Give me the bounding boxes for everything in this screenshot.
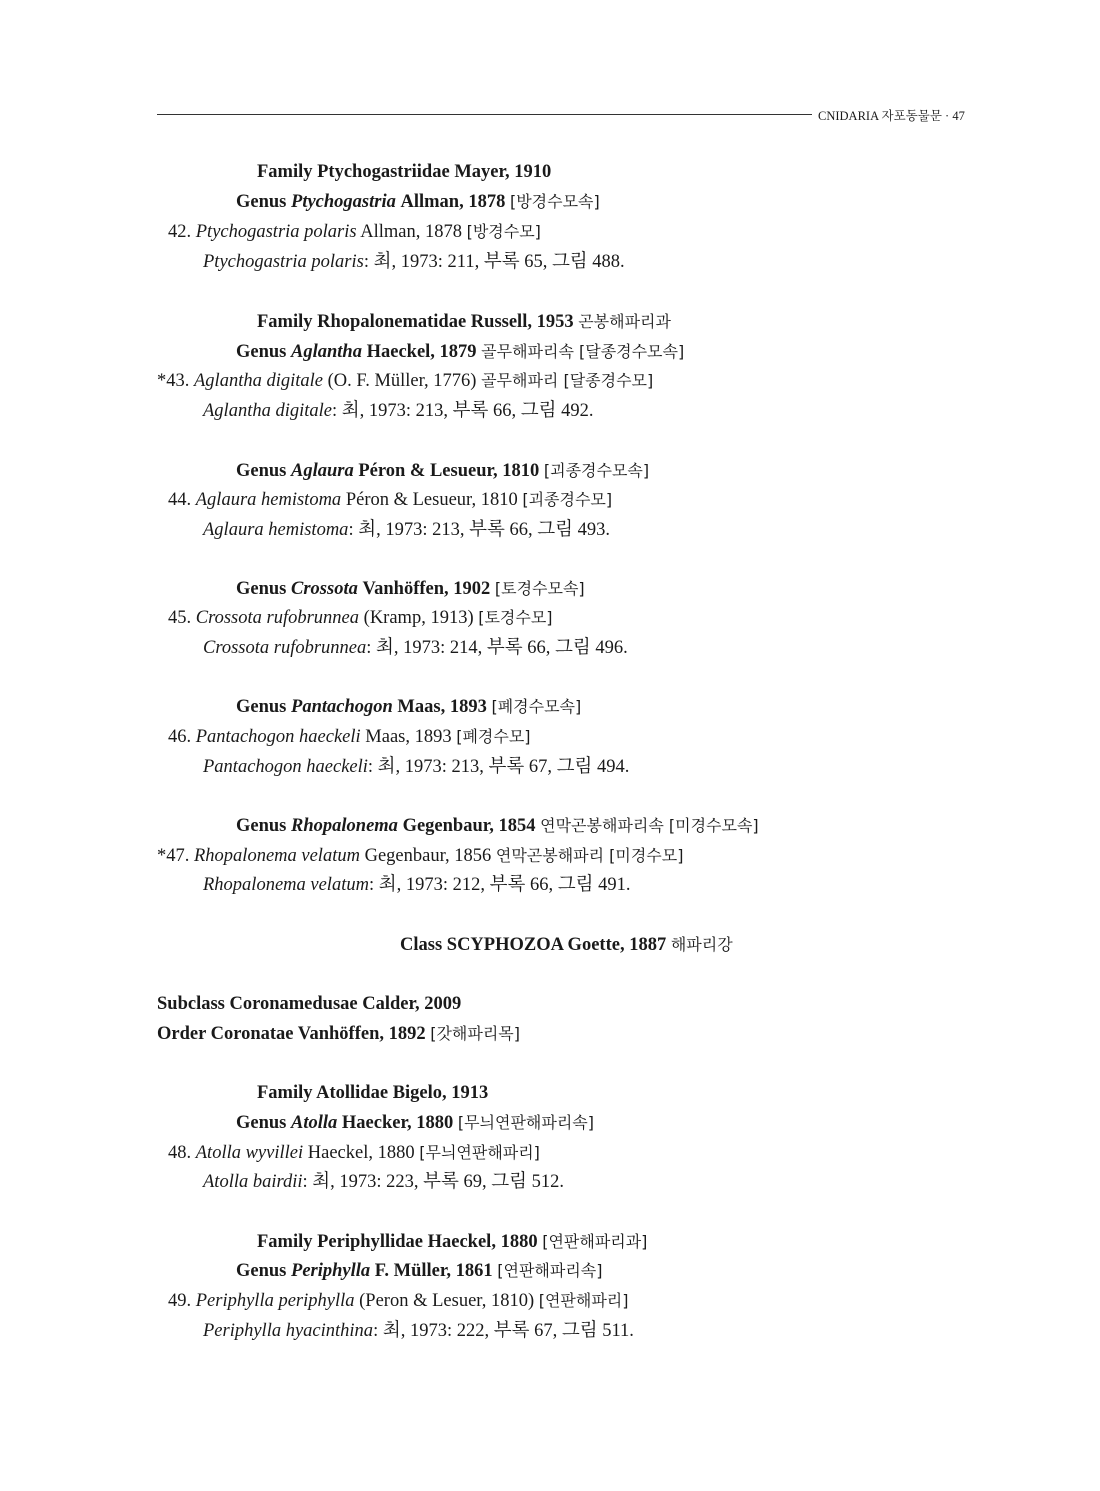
class-heading: Class SCYPHOZOA Goette, 1887 해파리강	[400, 935, 733, 955]
species-entry: 45. Crossota rufobrunnea (Kramp, 1913) [토경수모]	[168, 608, 553, 628]
species-entry: 48. Atolla wyvillei Haeckel, 1880 [무늬연판해파리]	[168, 1143, 540, 1163]
species-entry: *47. Rhopalonema velatum Gegenbaur, 1856 연막곤봉해파리 [미경수모]	[157, 846, 684, 866]
species-entry: 44. Aglaura hemistoma Péron & Lesueur, 1810 [괴종경수모]	[168, 490, 613, 510]
family-heading: Family Periphyllidae Haeckel, 1880 [연판해파리과]	[257, 1232, 648, 1252]
synonym-reference: Rhopalonema velatum: 최, 1973: 212, 부록 66, 그림 491.	[203, 875, 631, 895]
genus-heading: Genus Aglaura Péron & Lesueur, 1810 [괴종경수모속]	[236, 461, 650, 481]
family-heading: Family Atollidae Bigelo, 1913	[257, 1083, 489, 1103]
genus-heading: Genus Ptychogastria Allman, 1878 [방경수모속]	[236, 192, 600, 212]
species-entry: 42. Ptychogastria polaris Allman, 1878 [방경수모]	[168, 222, 541, 242]
synonym-reference: Periphylla hyacinthina: 최, 1973: 222, 부록 67, 그림 511.	[203, 1321, 634, 1341]
synonym-reference: Aglaura hemistoma: 최, 1973: 213, 부록 66, 그림 493.	[203, 520, 610, 540]
synonym-reference: Atolla bairdii: 최, 1973: 223, 부록 69, 그림 512.	[203, 1172, 565, 1192]
genus-heading: Genus Rhopalonema Gegenbaur, 1854 연막곤봉해파리속 [미경수모속]	[236, 816, 759, 836]
genus-heading: Genus Aglantha Haeckel, 1879 골무해파리속 [달종경수모속]	[236, 342, 685, 362]
subclass-heading: Subclass Coronamedusae Calder, 2009	[157, 994, 462, 1014]
genus-heading: Genus Crossota Vanhöffen, 1902 [토경수모속]	[236, 579, 585, 599]
genus-heading: Genus Atolla Haecker, 1880 [무늬연판해파리속]	[236, 1113, 594, 1133]
synonym-reference: Aglantha digitale: 최, 1973: 213, 부록 66, 그림 492.	[203, 401, 594, 421]
header-rule	[157, 114, 812, 115]
family-heading: Family Rhopalonematidae Russell, 1953 곤봉해파리과	[257, 312, 671, 332]
species-entry: *43. Aglantha digitale (O. F. Müller, 1776) 골무해파리 [달종경수모]	[157, 371, 654, 391]
running-title: CNIDARIA 자포동물문 · 47	[818, 109, 965, 123]
family-heading: Family Ptychogastriidae Mayer, 1910	[257, 162, 552, 182]
genus-heading: Genus Periphylla F. Müller, 1861 [연판해파리속]	[236, 1261, 603, 1281]
species-entry: 49. Periphylla periphylla (Peron & Lesuer, 1810) [연판해파리]	[168, 1291, 629, 1311]
order-heading: Order Coronatae Vanhöffen, 1892 [갓해파리목]	[157, 1024, 520, 1044]
synonym-reference: Crossota rufobrunnea: 최, 1973: 214, 부록 66, 그림 496.	[203, 638, 628, 658]
synonym-reference: Ptychogastria polaris: 최, 1973: 211, 부록 65, 그림 488.	[203, 252, 625, 272]
synonym-reference: Pantachogon haeckeli: 최, 1973: 213, 부록 67, 그림 494.	[203, 757, 630, 777]
species-entry: 46. Pantachogon haeckeli Maas, 1893 [폐경수모]	[168, 727, 531, 747]
genus-heading: Genus Pantachogon Maas, 1893 [폐경수모속]	[236, 697, 582, 717]
